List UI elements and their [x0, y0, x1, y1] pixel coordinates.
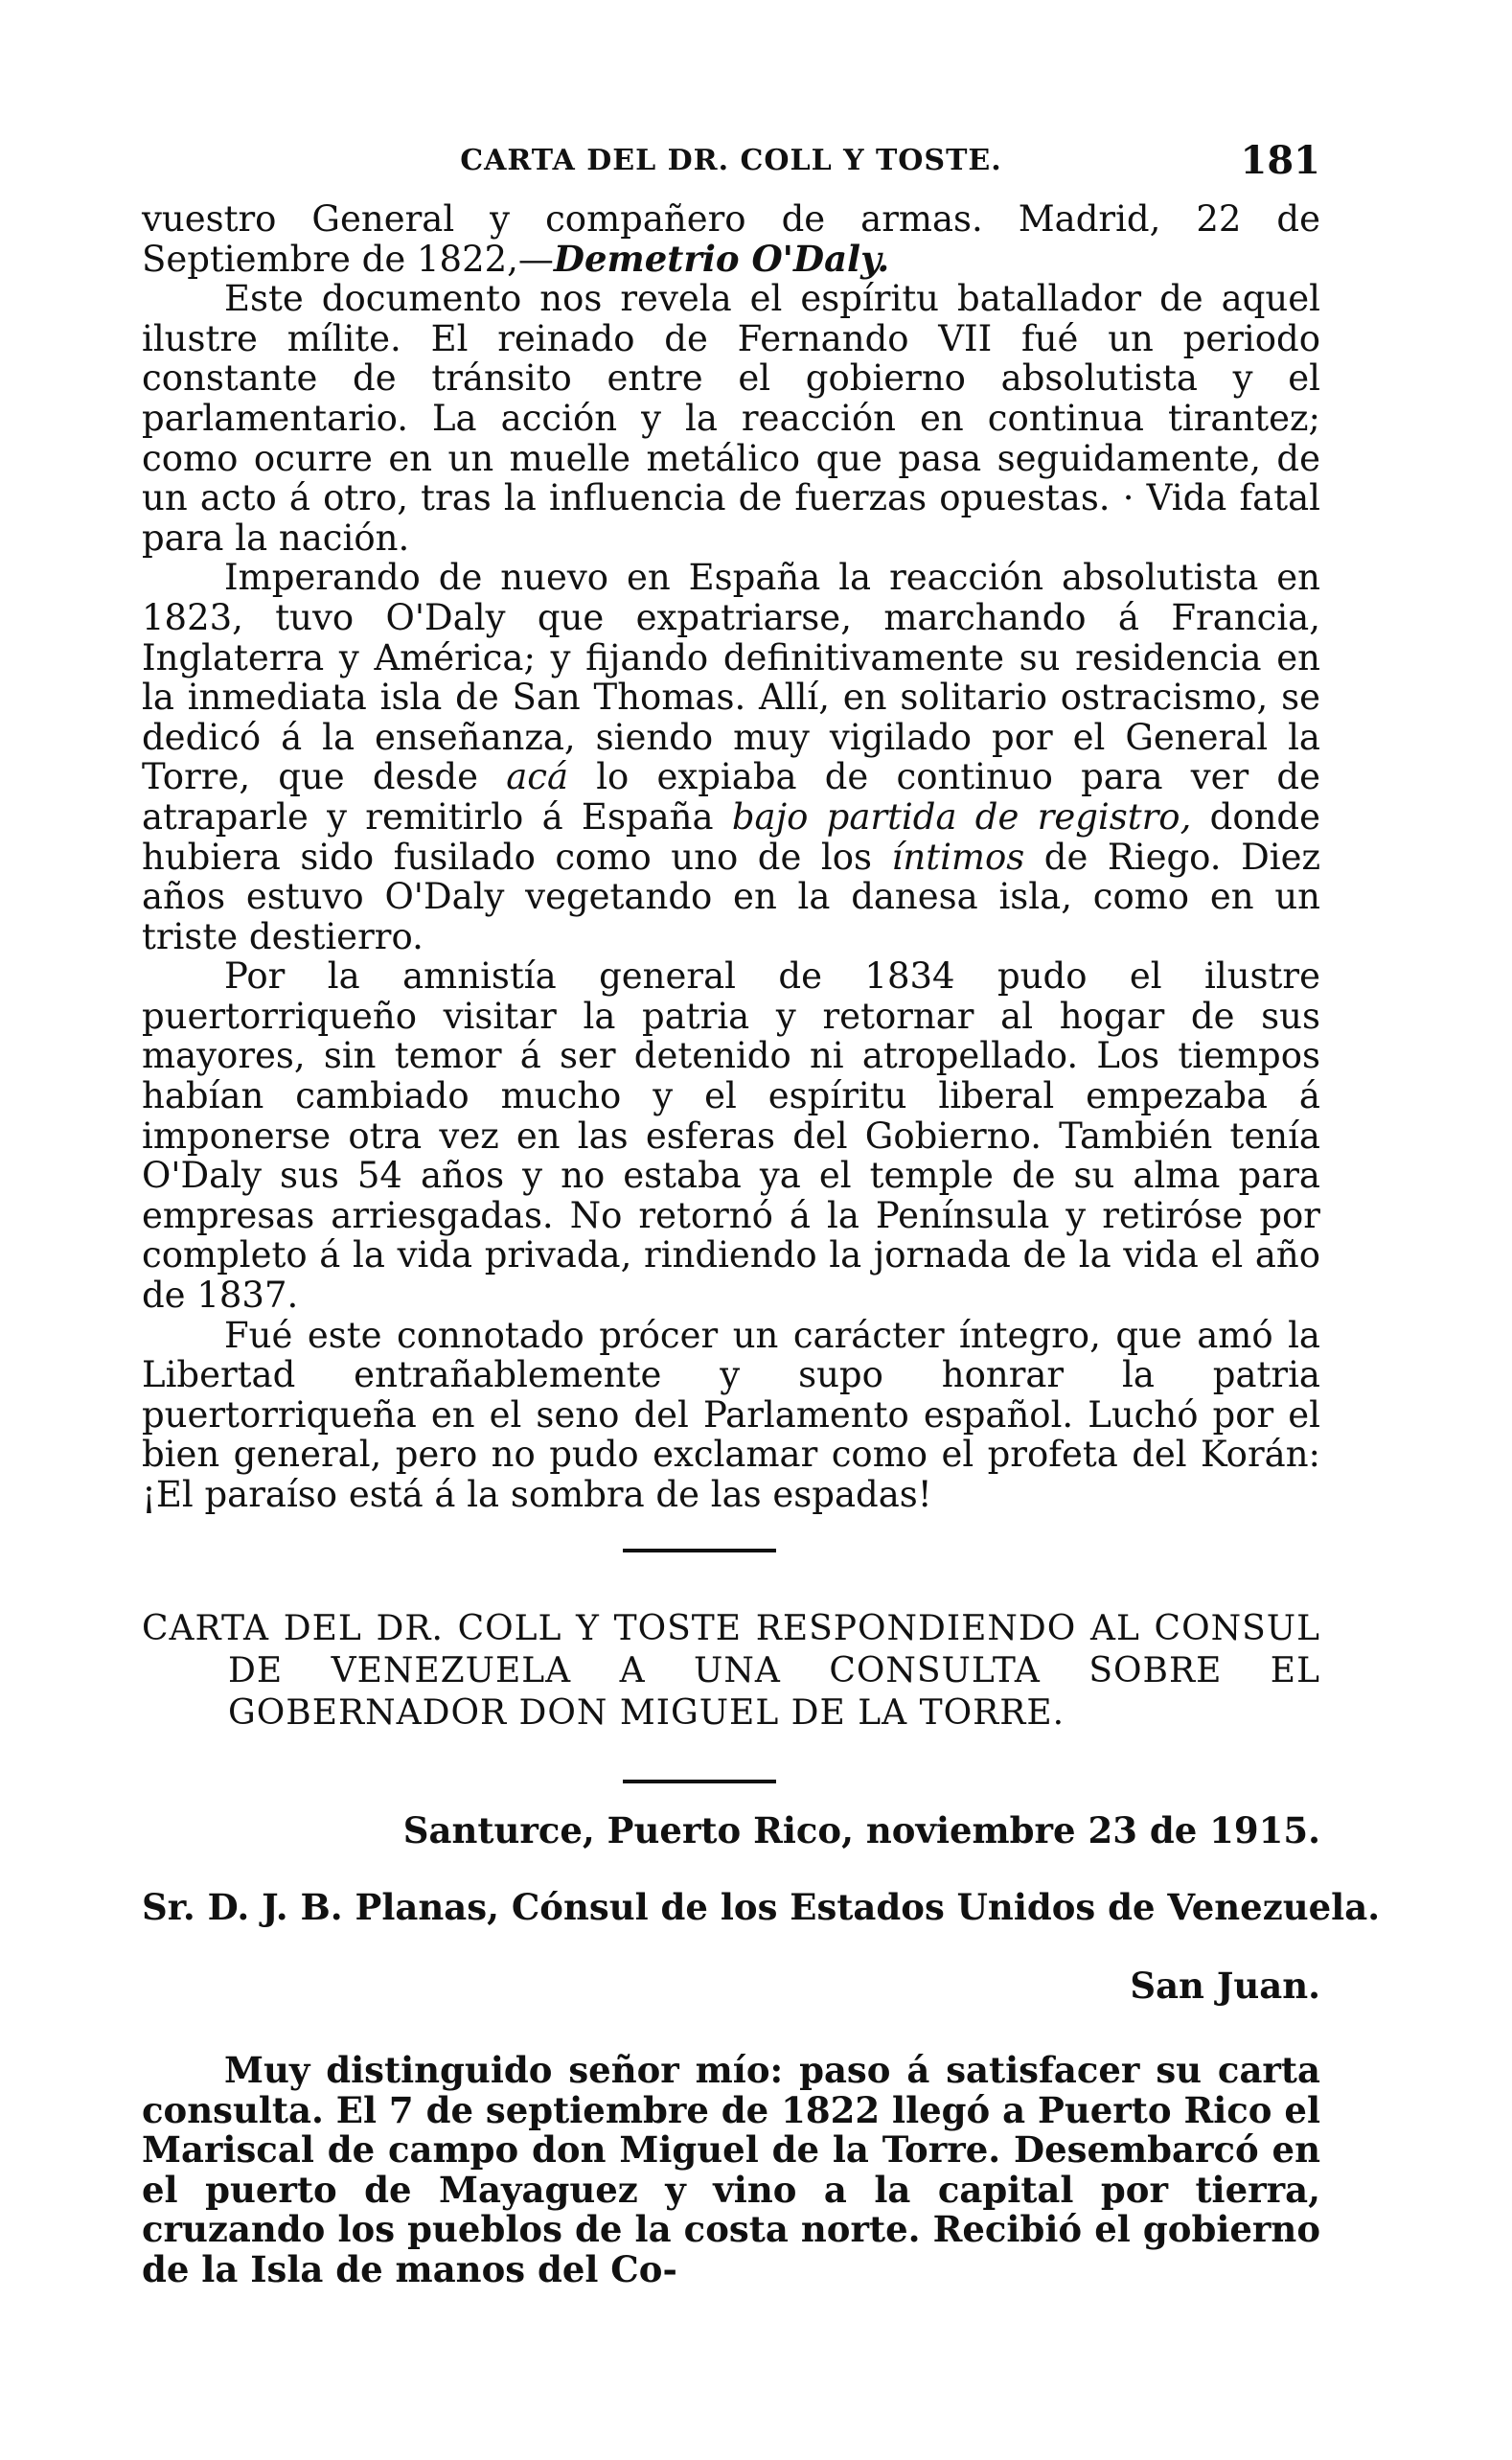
imperando-aca: acá	[506, 756, 569, 798]
section-title-text: CARTA DEL DR. COLL Y TOSTE RESPONDIENDO AL CONSUL DE VENEZUELA A UNA CONSULTA SOBRE EL GOBERNADOR DON MIGUEL DE LA TORRE.	[142, 1609, 1320, 1733]
section-title	[142, 1608, 1320, 1735]
paragraph-procer: Fué este connotado prócer un carácter íntegro, que amó la Libertad entrañablemente y supo honrar la patria puertorriqueña en el seno del Parlamento español. Luchó por el bien general, pero no pudo exclamar como el profeta del Korán: ¡El paraíso está á la sombra de las espadas!	[142, 1314, 1320, 1515]
signature-demetrio-odaly: Demetrio O'Daly.	[553, 237, 890, 280]
imperando-bajo-partida: bajo partida de registro,	[731, 795, 1192, 838]
letter-dateline: Santurce, Puerto Rico, noviembre 23 de 1915.	[402, 1809, 1320, 1851]
closing-letter-text: vuestro General y compañero de armas. Madrid, 22 de Septiembre de 1822,—	[142, 198, 1320, 280]
letter-body: Muy distinguido señor mío: paso á satisfacer su carta consulta. El 7 de septiembre de 1822 llegó a Puerto Rico el Mariscal de campo don Miguel de la Torre. Desembarcó en el puerto de Mayaguez y vino a la capital por tierra, cruzando los pueblos de la costa norte. Recibió el gobierno de la Isla de manos del Co-	[142, 2049, 1320, 2290]
imperando-text-c: donde hubiera sido fusilado como uno de los	[142, 795, 1321, 878]
imperando-text-d: de Riego. Diez años estuvo O'Daly vegetando en la danesa isla, como en un triste destierro.	[142, 836, 1320, 957]
imperando-text-b: lo expiaba de continuo para ver de atraparle y remitirlo á España	[142, 756, 1320, 838]
paragraph-closing-letter	[142, 199, 1320, 279]
page-header	[142, 138, 1320, 192]
body-text	[142, 199, 1320, 1515]
letter-place: San Juan.	[1130, 1965, 1320, 2007]
divider-rule-bottom	[623, 1780, 776, 1783]
paragraph-imperando	[142, 558, 1320, 956]
imperando-text-a: Imperando de nuevo en España la reacción absolutista en 1823, tuvo O'Daly que expatriarse, marchando á Francia, Inglaterra y América; y fijando definitivamente su residencia en la inmediata isla de San Thomas. Allí, en solitario ostracismo, se dedicó á la enseñanza, siendo muy vigilado por el General la Torre, que desde	[142, 557, 1320, 798]
imperando-intimos: íntimos	[891, 836, 1025, 878]
page-number: 181	[1240, 138, 1320, 183]
paragraph-amnistia: Por la amnistía general de 1834 pudo el ilustre puertorriqueño visitar la patria y retornar al hogar de sus mayores, sin temor á ser detenido ni atropellado. Los tiempos habían cambiado mucho y el espíritu liberal empezaba á imponerse otra vez en las esferas del Gobierno. También tenía O'Daly sus 54 años y no estaba ya el temple de su alma para empresas arriesgadas. No retornó á la Península y retiróse por completo á la vida privada, rindiendo la jornada de la vida el año de 1837.	[142, 955, 1320, 1317]
running-head: CARTA DEL DR. COLL Y TOSTE.	[460, 144, 1002, 177]
letter-addressee: Sr. D. J. B. Planas, Cónsul de los Estados Unidos de Venezuela.	[142, 1886, 1381, 1928]
divider-rule-top	[623, 1549, 776, 1552]
paragraph-documento: Este documento nos revela el espíritu batallador de aquel ilustre mílite. El reinado de Fernando VII fué un periodo constante de tránsito entre el gobierno absolutista y el parlamentario. La acción y la reacción en continua tirantez; como ocurre en un muelle metálico que pasa seguidamente, de un acto á otro, tras la influencia de fuerzas opuestas. · Vida fatal para la nación.	[142, 278, 1320, 559]
